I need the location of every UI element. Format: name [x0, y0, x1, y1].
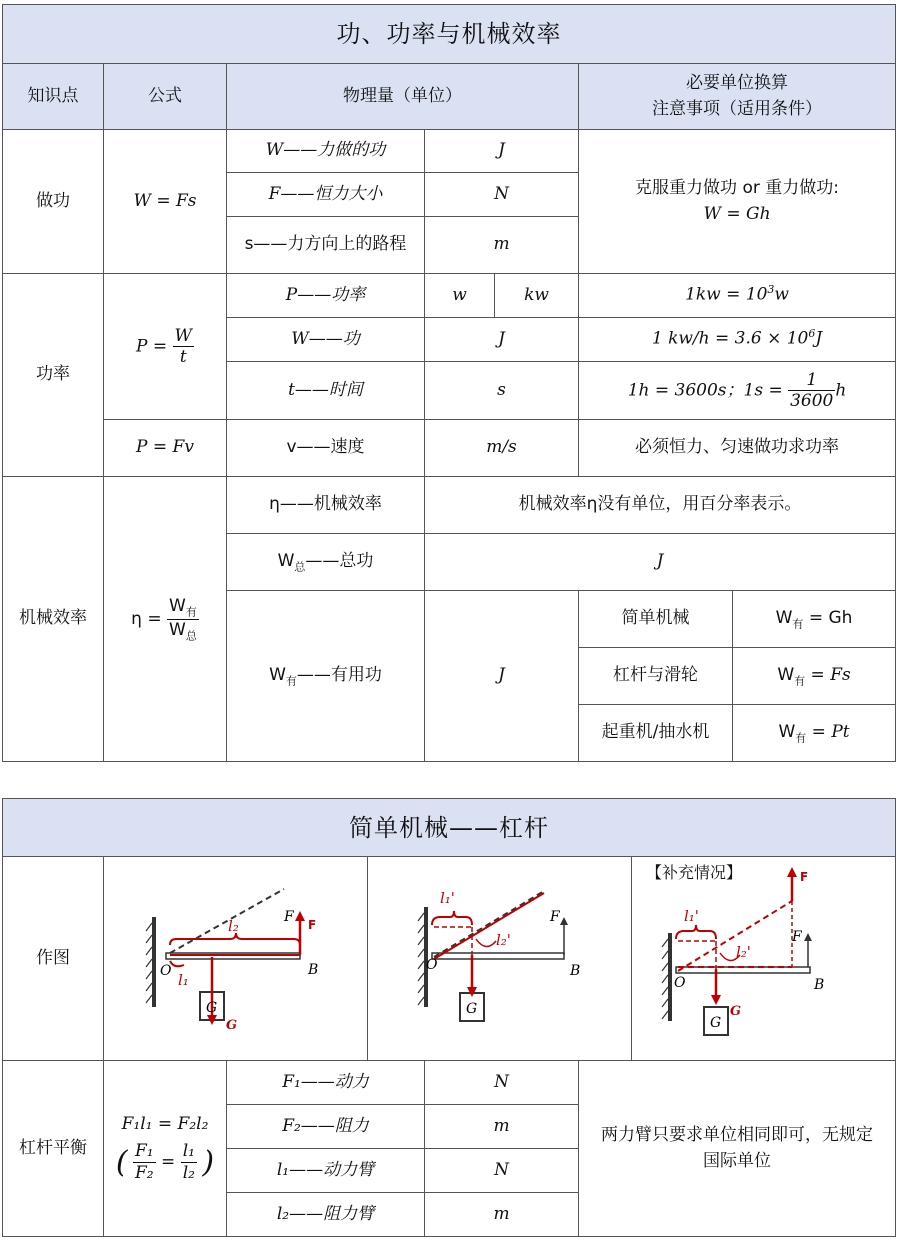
note-power-kw: [579, 274, 896, 318]
label-end-b: B: [814, 977, 825, 993]
label-l1: l₁: [178, 971, 189, 989]
useful-work-formula: [733, 648, 896, 705]
lever-figures: [104, 857, 896, 1061]
note-power-time: [579, 362, 896, 420]
note-lever: [579, 1061, 896, 1237]
formula-rhs: = Gh: [803, 607, 853, 628]
ratio-right: [181, 1141, 197, 1183]
fraction-denominator: 3600: [790, 391, 834, 411]
useful-work-formula: [733, 705, 896, 762]
formula-eff-lhs: η =: [131, 609, 162, 629]
note-text: 1 kw/h = 3.6 × 10: [651, 329, 809, 350]
note-lever-line2: 国际单位: [703, 1150, 771, 1171]
formula-work: W = Fs: [104, 130, 227, 274]
fraction-denominator: l₂: [182, 1162, 195, 1183]
formula-rhs: = Fs: [805, 664, 851, 685]
quantity-cell: [227, 130, 425, 173]
label-end-b: B: [308, 962, 319, 978]
note-lever-line1: 两力臂只要求单位相同即可，无规定: [601, 1125, 873, 1145]
note-work: [579, 130, 896, 274]
label-end-b: B: [570, 963, 581, 979]
table-work-power-efficiency: [2, 4, 896, 762]
note-text: 1h = 3600s；1s =: [627, 380, 783, 400]
quantity-l2: l₂——阻力臂: [227, 1193, 425, 1237]
label-weight-box: G: [710, 1015, 722, 1031]
lever-diagram-3: [632, 857, 895, 1060]
unit-f2: m: [425, 1105, 579, 1149]
unit-l2: m: [425, 1193, 579, 1237]
machine-type: 起重机/抽水机: [579, 705, 733, 762]
sym-sub: 有: [792, 616, 804, 630]
formula-efficiency: [104, 477, 227, 762]
formula-eff-fraction: [167, 596, 199, 642]
quantity-f1: F₁——动力: [227, 1061, 425, 1105]
quantity-cell: [227, 173, 425, 217]
note-sup: 3: [767, 283, 775, 297]
note-fraction: [788, 370, 835, 412]
note-power-kwh: [579, 318, 896, 362]
quantity-text: s——力方向上的路程: [244, 234, 407, 255]
quantity-eta: η——机械效率: [227, 477, 425, 534]
label-fulcrum: O: [426, 957, 438, 973]
sym: W: [775, 607, 793, 628]
label-l2-prime: l₂': [736, 943, 751, 961]
fraction-numerator: F₁: [135, 1141, 154, 1162]
quantity-work: W——功: [227, 318, 425, 362]
lever-diagram-2: [368, 857, 631, 1060]
label-l1-prime: l₁': [684, 907, 699, 925]
fraction-denominator: F₂: [135, 1162, 154, 1183]
machine-type: 简单机械: [579, 591, 733, 648]
label-fulcrum: O: [674, 975, 686, 991]
unit-cell: J: [425, 130, 579, 173]
label-l2-prime: l₂': [496, 931, 511, 949]
note-text: J: [815, 329, 823, 350]
quantity-text: ——总功: [305, 550, 374, 571]
lever-figure-1: [104, 857, 368, 1060]
note-work-line2: W = Gh: [703, 203, 771, 224]
header-quantity: 物理量（单位）: [227, 64, 579, 130]
sym-sub: 有: [185, 605, 197, 619]
note-text: h: [835, 380, 847, 400]
label-weight-box: G: [206, 1000, 218, 1016]
sym: W: [777, 664, 795, 685]
quantity-l1: l₁——动力臂: [227, 1149, 425, 1193]
fraction-denominator: [167, 620, 199, 643]
fraction-numerator: W: [174, 325, 192, 346]
quantity-text: ——有用功: [296, 664, 382, 685]
label-weight-box: G: [466, 1001, 478, 1017]
equals-sign: =: [161, 1151, 176, 1172]
label-f: F: [284, 909, 294, 925]
sym: W: [169, 595, 186, 616]
lever-figure-2: [368, 857, 632, 1060]
header-formula: 公式: [104, 64, 227, 130]
note-work-line1: 克服重力做功 or 重力做功:: [635, 178, 839, 198]
sym: W: [778, 721, 796, 742]
paren-open: (: [115, 1144, 128, 1180]
quantity-total-work: [227, 534, 425, 591]
fraction-numerator: l₁: [182, 1141, 195, 1162]
table1-title: 功、功率与机械效率: [3, 5, 896, 64]
topic-lever-balance: 杠杆平衡: [3, 1061, 104, 1237]
fraction-numerator: [167, 596, 199, 620]
unit-power-kw: kw: [495, 274, 579, 318]
label-g-red: G: [226, 1018, 238, 1033]
unit-l1: N: [425, 1149, 579, 1193]
quantity-time: t——时间: [227, 362, 425, 420]
fraction-numerator: 1: [788, 370, 835, 391]
formula-power: [104, 274, 227, 420]
sym: W: [169, 619, 186, 640]
unit-useful-work: J: [425, 591, 579, 762]
note-eta: 机械效率η没有单位，用百分率表示。: [425, 477, 896, 534]
header-topic: 知识点: [3, 64, 104, 130]
sym: W: [277, 550, 295, 571]
paren-close: ): [202, 1144, 215, 1180]
table-lever: [2, 798, 896, 1237]
header-notes-line1: 必要单位换算: [686, 73, 789, 93]
unit-work: J: [425, 318, 579, 362]
topic-efficiency: 机械效率: [3, 477, 104, 762]
sym: W: [269, 664, 286, 685]
note-text: 1kw = 10: [685, 285, 768, 306]
quantity-velocity: v——速度: [227, 420, 425, 477]
label-fulcrum: O: [160, 963, 172, 979]
drawing-label: 作图: [3, 857, 104, 1061]
table2-title: 简单机械——杠杆: [3, 799, 896, 857]
fraction-denominator: t: [179, 347, 187, 367]
balance-ratio: [108, 1140, 222, 1185]
useful-work-formula: [733, 591, 896, 648]
sym-sub: 总: [294, 559, 306, 573]
machine-type: 杠杆与滑轮: [579, 648, 733, 705]
sym-sub: 有: [795, 730, 807, 744]
sym-sub: 有: [794, 673, 806, 687]
sym-sub: 总: [185, 628, 197, 642]
quantity-power: P——功率: [227, 274, 425, 318]
sym-sub: 有: [285, 673, 297, 687]
formula-power-fraction: [173, 326, 194, 368]
label-l2: l₂: [228, 917, 239, 935]
unit-velocity: m/s: [425, 420, 579, 477]
label-f: F: [792, 929, 802, 945]
unit-time: s: [425, 362, 579, 420]
formula-lever-balance: [104, 1061, 227, 1237]
quantity-cell: [227, 217, 425, 274]
quantity-text: W——力做的功: [265, 140, 386, 161]
supplement-note: 【补充情况】: [646, 863, 743, 882]
balance-equation: F₁l₁ = F₂l₂: [121, 1114, 209, 1135]
formula-power-fv: P = Fv: [104, 420, 227, 477]
header-notes: [579, 64, 896, 130]
note-text: w: [774, 285, 789, 306]
note-power-velocity: 必须恒力、匀速做功求功率: [579, 420, 896, 477]
topic-work: 做功: [3, 130, 104, 274]
figure-row: [104, 857, 895, 1060]
unit-f1: N: [425, 1061, 579, 1105]
unit-power-w: w: [425, 274, 495, 318]
note-sup: 6: [808, 327, 816, 341]
unit-cell: N: [425, 173, 579, 217]
ratio-left: [133, 1141, 156, 1183]
unit-cell: m: [425, 217, 579, 274]
quantity-f2: F₂——阻力: [227, 1105, 425, 1149]
label-f-red: F: [308, 918, 317, 932]
formula-rhs: = Pt: [806, 721, 850, 742]
label-l1-prime: l₁': [440, 889, 455, 907]
quantity-text: F——恒力大小: [268, 183, 383, 204]
header-notes-line2: 注意事项（适用条件）: [652, 98, 823, 119]
quantity-useful-work: [227, 591, 425, 762]
label-f: F: [550, 909, 560, 925]
label-f-red: F: [800, 870, 809, 884]
formula-power-lhs: P =: [136, 336, 168, 356]
unit-total-work: J: [425, 534, 896, 591]
lever-diagram-1: [104, 857, 367, 1060]
lever-figure-3: [632, 857, 895, 1060]
topic-power: 功率: [3, 274, 104, 477]
label-g-red: G: [730, 1004, 742, 1019]
